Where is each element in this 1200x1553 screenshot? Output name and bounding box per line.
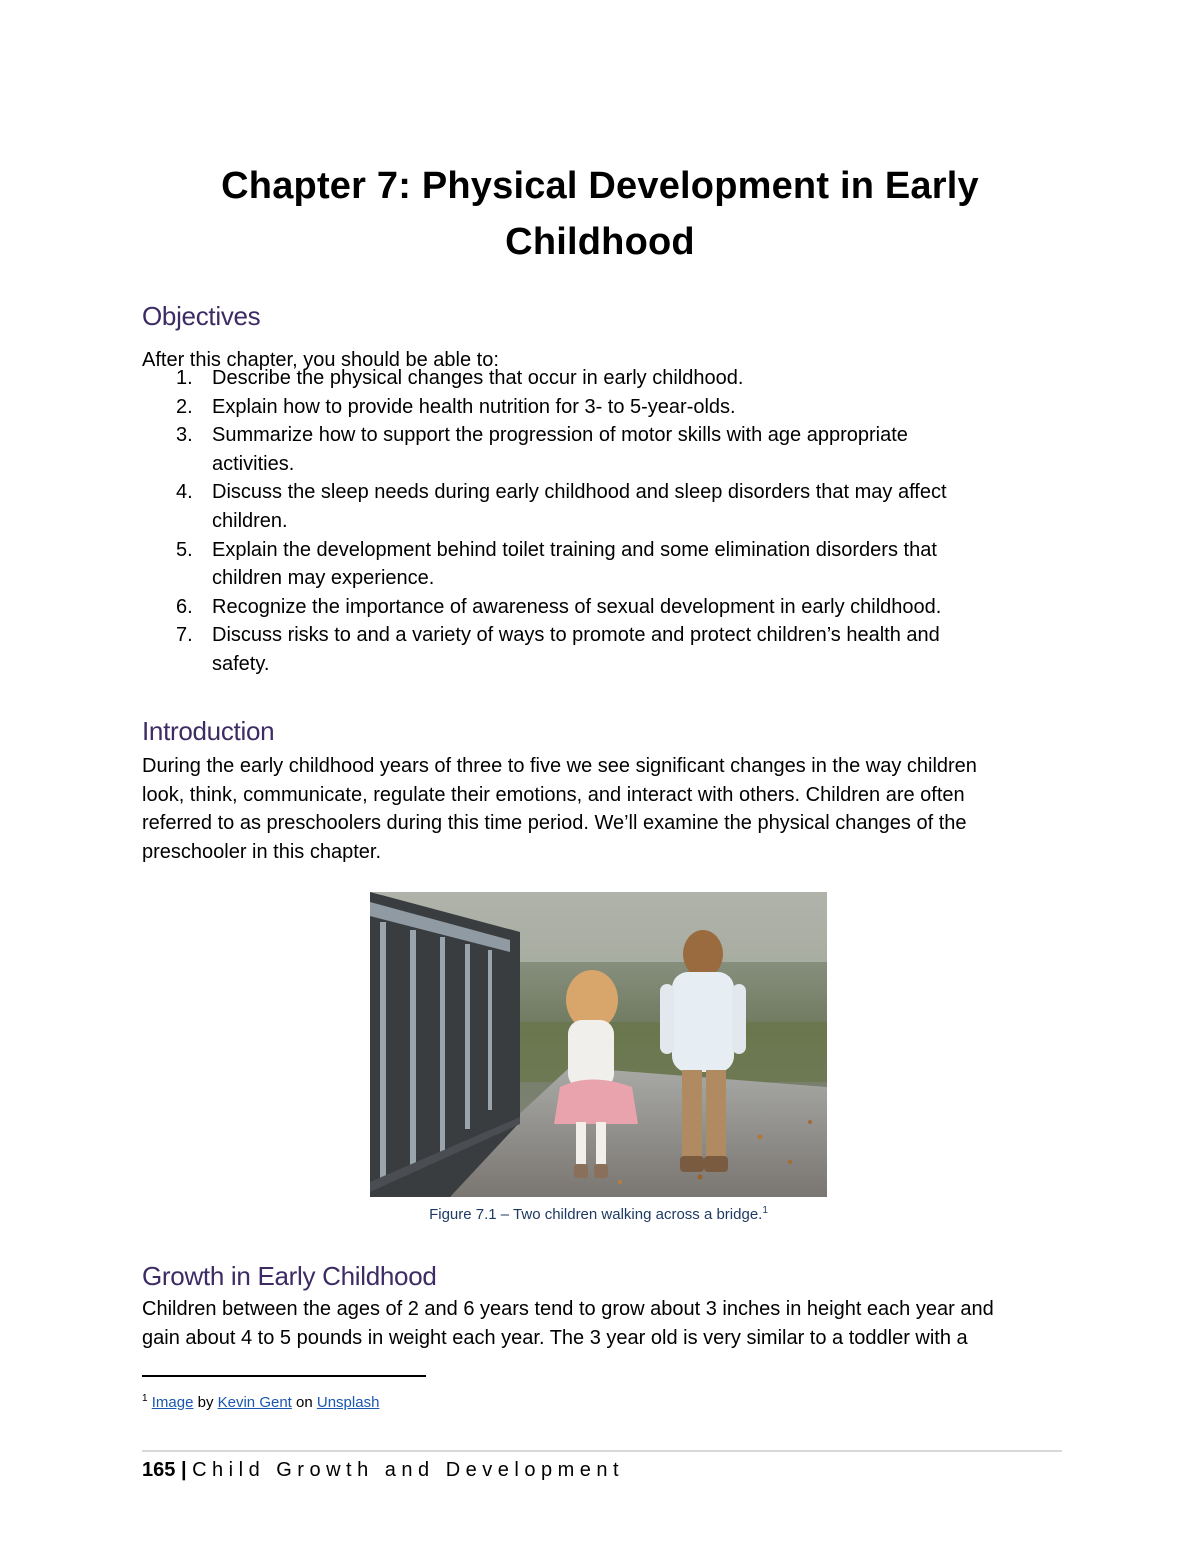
chapter-title-line-1: Chapter 7: Physical Development in Early [221, 165, 979, 207]
figure-photo-children-on-bridge [370, 892, 827, 1197]
growth-heading: Growth in Early Childhood [142, 1261, 437, 1291]
objective-item: 1. Describe the physical changes that occur in early childhood. [176, 367, 744, 389]
objective-item: 5. Explain the development behind toilet training and some elimination disorders that children may experience. [176, 538, 937, 590]
objectives-intro: After this chapter, you should be able to: [142, 349, 499, 371]
footnote: $^1$ Image by Kevin Gent on Unsplash [142, 1393, 380, 1411]
footnote-reference: 1 [762, 1205, 768, 1216]
objective-item: 3. Summarize how to support the progression of motor skills with age appropriate activities. [176, 424, 908, 475]
running-title: Child Growth and Development [192, 1459, 625, 1481]
footnote-link-author[interactable]: Kevin Gent [217, 1394, 292, 1411]
objective-item: 7. Discuss risks to and a variety of ways to promote and protect children’s health and safety. [176, 624, 940, 675]
page-footer [142, 1457, 624, 1483]
chapter-title-line-2: Childhood [505, 221, 695, 263]
page-number: 165 [142, 1459, 176, 1481]
footnote-link-image[interactable]: Image [151, 1394, 194, 1411]
objective-item: 6. Recognize the importance of awareness of sexual development in early childhood. [176, 595, 942, 618]
introduction-paragraph: During the early childhood years of three to five we see significant changes in the way children look, think, communicate, regulate their emotions, and interact with others. Children are often referred to as preschoolers during this time period. We’ll examine the physical changes of the preschooler in this chapter. [142, 755, 977, 863]
footnote-separator [142, 1375, 426, 1377]
growth-paragraph: Children between the ages of 2 and 6 years tend to grow about 3 inches in height each year and gain about 4 to 5 pounds in weight each year. The 3 year old is very similar to a toddler with a [142, 1298, 994, 1349]
objective-item: 2. Explain how to provide health nutrition for 3- to 5-year-olds. [176, 395, 736, 418]
footnote-link-unsplash[interactable]: Unsplash [316, 1394, 380, 1411]
footer-rule [142, 1450, 1062, 1452]
objective-item: 4. Discuss the sleep needs during early childhood and sleep disorders that may affect children. [176, 481, 947, 532]
chapter-title [150, 158, 1050, 270]
objectives-list [142, 364, 1042, 679]
figure-caption: Figure 7.1 – Two children walking across a bridge.$^1$ [429, 1205, 768, 1223]
objectives-heading: Objectives [142, 301, 261, 331]
introduction-heading: Introduction [142, 716, 275, 746]
footer-separator: | [180, 1459, 187, 1481]
